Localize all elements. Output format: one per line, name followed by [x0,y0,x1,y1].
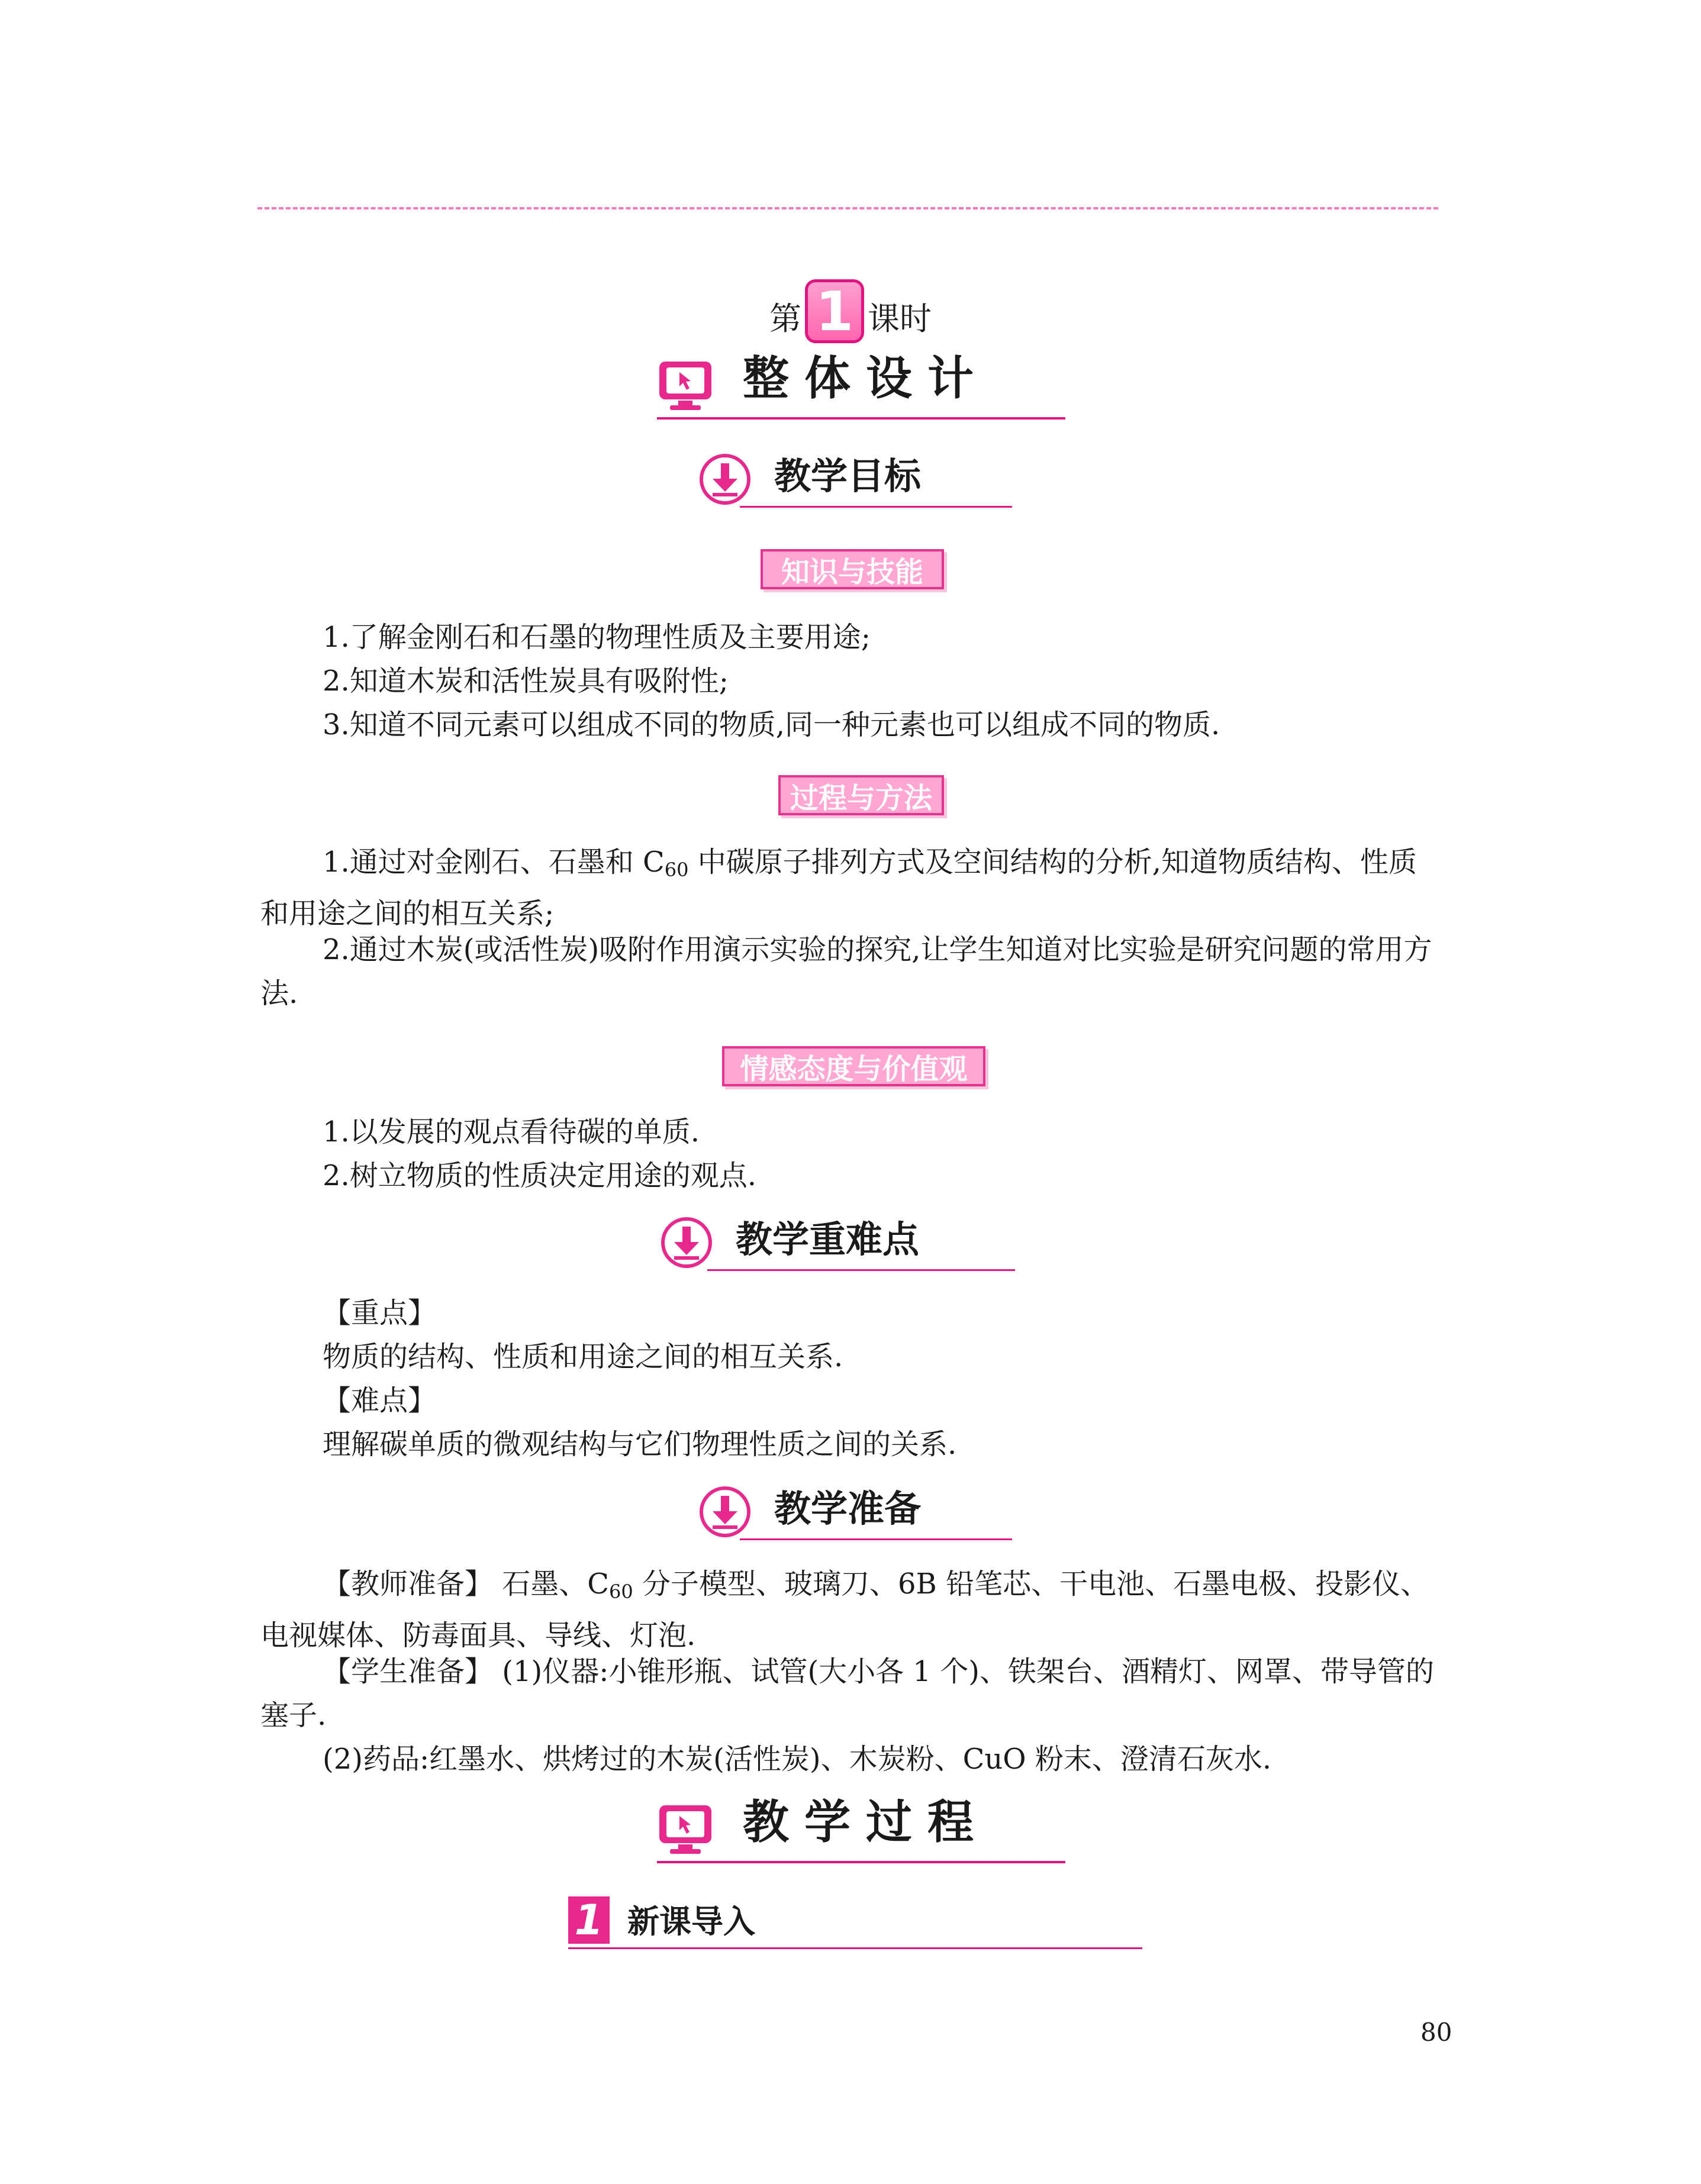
teacher-preparation [260,1562,1444,1657]
download-arrow-icon [698,453,752,506]
student-label: 【学生准备】 [323,1655,494,1688]
section-key-difficult [660,1210,1015,1269]
monitor-icon [657,358,714,415]
section-rule [657,1861,1065,1863]
download-arrow-icon [698,1485,752,1538]
page-number: 80 [1420,2018,1452,2047]
section-teaching-process [657,1790,1071,1861]
process-item-1-start: 1.通过对金刚石、石墨和 C [323,846,665,879]
section-overall-design [657,346,1071,417]
lesson-prefix: 第 [769,300,801,337]
section-title: 教学准备 [774,1487,922,1530]
step-number-badge: 1 [568,1896,610,1944]
section-title: 教学重难点 [736,1218,920,1261]
section-rule [740,506,1012,508]
difficult-text: 理解碳单质的微观结构与它们物理性质之间的关系. [323,1428,957,1461]
top-dashed-rule [257,207,1438,209]
subscript-60: 60 [609,1580,633,1603]
process-item-2: 2.通过木炭(或活性炭)吸附作用演示实验的探究,让学生知道对比实验是研究问题的常用方法. [260,933,1432,1010]
section-teaching-goals [698,447,1018,506]
tag-process-methods: 过程与方法 [778,775,944,815]
section-rule [657,417,1065,420]
download-arrow-icon [660,1216,713,1269]
knowledge-item: 2.知道木炭和活性炭具有吸附性; [323,664,729,698]
student-instruments: (1)仪器:小锥形瓶、试管(大小各 1 个)、铁架台、酒精灯、网罩、带导管的塞子. [260,1655,1434,1732]
section-title: 教学过程 [743,1796,990,1849]
section-rule [707,1269,1015,1271]
knowledge-item: 3.知道不同元素可以组成不同的物质,同一种元素也可以组成不同的物质. [323,708,1220,741]
process-item-1 [260,840,1444,935]
teacher-items-end: 分子模型、玻璃刀、6B 铅笔芯、干电池、石墨电极、投影仪、电视媒体、防毒面具、导线、灯泡. [260,1567,1429,1652]
student-reagents: (2)药品:红墨水、烘烤过的木炭(活性炭)、木炭粉、CuO 粉末、澄清石灰水. [323,1743,1272,1776]
subsection-new-lesson [568,1896,1148,1953]
knowledge-item: 1.了解金刚石和石墨的物理性质及主要用途; [323,621,871,654]
emotion-item: 2.树立物质的性质决定用途的观点. [323,1159,757,1192]
subscript-60: 60 [664,859,689,881]
section-rule [740,1538,1012,1540]
monitor-icon [657,1802,714,1859]
key-text: 物质的结构、性质和用途之间的相互关系. [323,1340,843,1373]
tag-emotion-values: 情感态度与价值观 [722,1046,985,1086]
tag-knowledge-skills: 知识与技能 [761,549,944,589]
section-preparation [698,1479,1018,1538]
lesson-number-badge: 1 [805,279,864,343]
subsection-title: 新课导入 [627,1903,755,1940]
lesson-heading [0,254,1701,343]
student-preparation [260,1650,1444,1737]
difficult-label: 【难点】 [323,1384,437,1417]
key-label: 【重点】 [323,1296,437,1330]
section-title: 教学目标 [774,454,922,498]
subsection-rule [568,1947,1142,1949]
emotion-item: 1.以发展的观点看待碳的单质. [323,1115,700,1149]
section-title: 整体设计 [743,352,990,405]
lesson-suffix: 课时 [868,300,932,337]
process-item-1-end: 中碳原子排列方式及空间结构的分析,知道物质结构、性质和用途之间的相互关系; [260,846,1418,930]
teacher-items-start: 石墨、C [493,1567,610,1601]
teacher-label: 【教师准备】 [323,1567,494,1601]
